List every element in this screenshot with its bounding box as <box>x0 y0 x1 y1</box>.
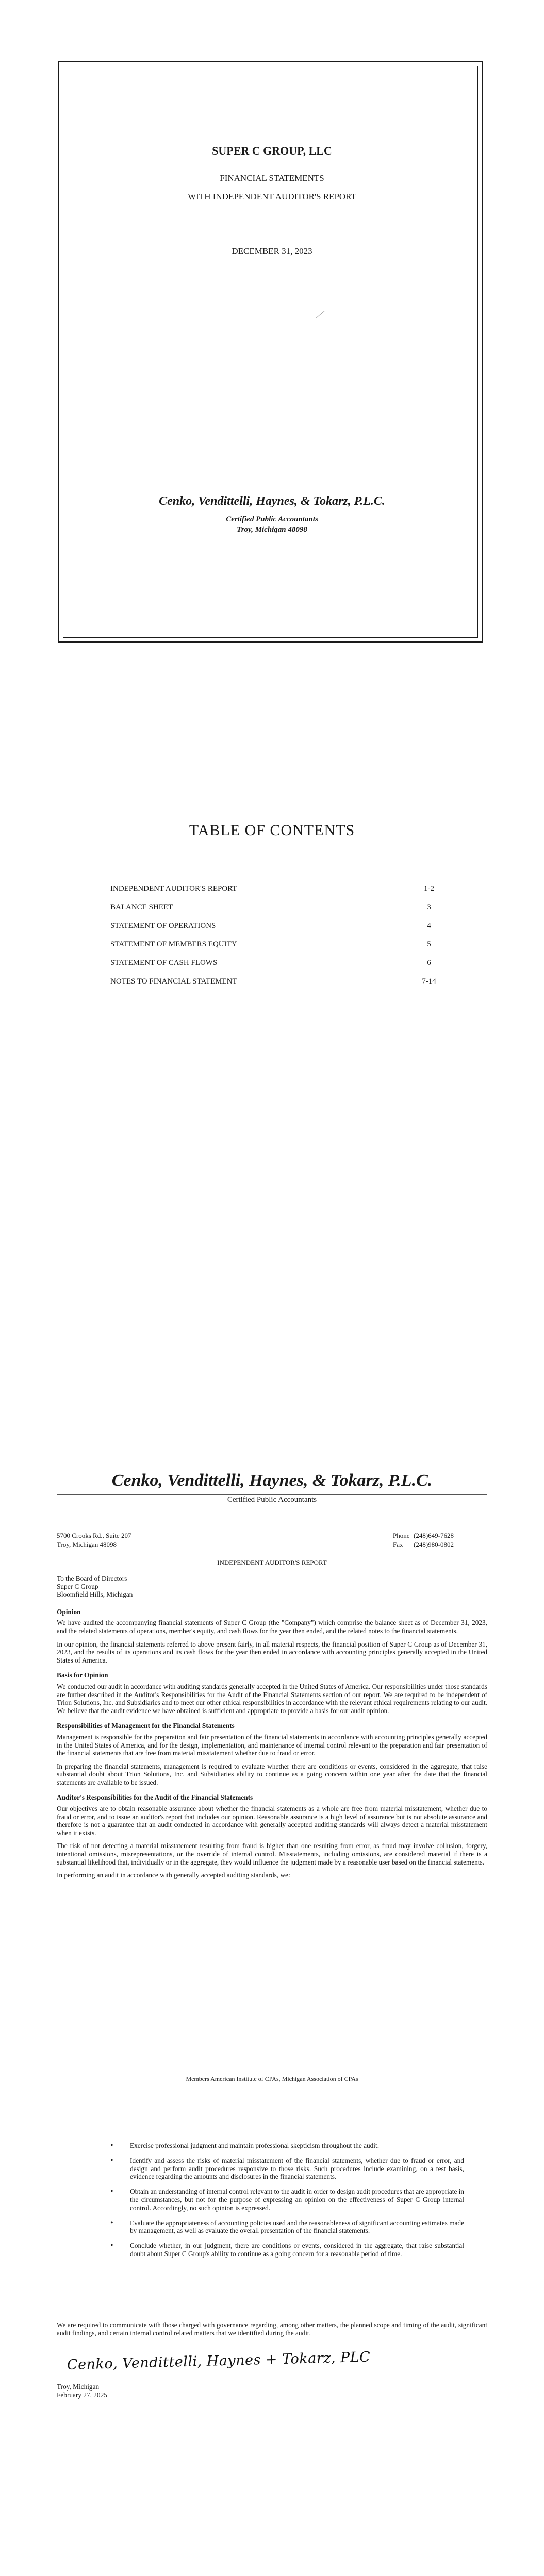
cover-firm-name: Cenko, Vendittelli, Haynes, & Tokarz, P.L.C. <box>159 495 385 508</box>
basis-heading: Basis for Opinion <box>57 1671 108 1680</box>
procedures-list <box>130 2142 464 2265</box>
list-item: • Exercise professional judgment and maintain professional skepticism throughout the audit. <box>130 2142 464 2150</box>
cover-cpa: Certified Public Accountants <box>226 515 318 523</box>
toc-item-label: STATEMENT OF MEMBERS EQUITY <box>110 940 237 948</box>
report-page-2 <box>0 2110 544 2576</box>
cover-page <box>0 0 544 703</box>
opinion-paragraph-1: We have audited the accompanying financial statements of Super C Group (the "Company") which comprise the balance sheet as of December 31, 2023, and the related statements of operations, member's equity, and cash flows for the year then ended, and the related notes to the financial statements. <box>57 1619 487 1635</box>
addressee-line-3: Bloomfield Hills, Michigan <box>57 1590 133 1599</box>
toc-item-page: 7-14 <box>422 977 436 986</box>
toc-item-page: 1-2 <box>424 885 434 893</box>
toc-item[interactable] <box>110 903 440 922</box>
signature-city: Troy, Michigan <box>57 2383 100 2391</box>
report-title: INDEPENDENT AUDITOR'S REPORT <box>217 1558 327 1566</box>
cover-subtitle-financial: FINANCIAL STATEMENTS <box>220 173 324 183</box>
toc-item-page: 6 <box>427 959 431 967</box>
report-body <box>57 1574 487 1885</box>
addressee <box>57 1574 487 1599</box>
signature-block <box>57 2383 107 2399</box>
toc-item-label: INDEPENDENT AUDITOR'S REPORT <box>110 885 237 893</box>
toc-item-page: 4 <box>427 922 431 930</box>
cover-company-name: SUPER C GROUP, LLC <box>212 144 332 157</box>
toc-item-label: STATEMENT OF OPERATIONS <box>110 922 216 930</box>
firm-contact <box>393 1531 454 1549</box>
management-paragraph-2: In preparing the financial statements, management is required to evaluate whether there are conditions or events, considered in the aggregate, that raise substantial doubt about Trion Solutions, Inc. and Subsidiaries ability to continue as a going concern within one year after the date that the financial statements are available to be issued. <box>57 1762 487 1786</box>
fax-number: (248)980-0802 <box>414 1540 454 1548</box>
report-page-1 <box>0 1406 544 2110</box>
toc-item-label: STATEMENT OF CASH FLOWS <box>110 959 218 967</box>
phone-label: Phone <box>393 1532 410 1539</box>
auditor-paragraph-3: In performing an audit in accordance with generally accepted auditing standards, we: <box>57 1871 290 1879</box>
letterhead-cpa: Certified Public Accountants <box>227 1496 317 1504</box>
opinion-paragraph-2: In our opinion, the financial statements referred to above present fairly, in all material respects, the financial position of Super C Group as of December 31, 2023, and the results of its operations and its cash flows for the year then ended in accordance with accounting principles generally accepted in the United States of America. <box>57 1640 487 1664</box>
page-footer: Members American Institute of CPAs, Michigan Association of CPAs <box>186 2075 358 2082</box>
management-paragraph-1: Management is responsible for the preparation and fair presentation of the financial statements in accordance with accounting principles generally accepted in the United States of America, and for the design, implementation, and maintenance of internal control relevant to the preparation and fair presentation of the financial statements that are free from material misstatement whether due to fraud or error. <box>57 1733 487 1757</box>
list-item: • Obtain an understanding of internal control relevant to the audit in order to design audit procedures that are appropriate in the circumstances, but not for the purpose of expressing an opinion on the effectiveness of Super C Group internal control. Accordingly, no such opinion is expressed. <box>130 2188 464 2212</box>
auditor-heading: Auditor's Responsibilities for the Audit of the Financial Statements <box>57 1793 253 1802</box>
toc-title: TABLE OF CONTENTS <box>189 822 355 839</box>
cover-city: Troy, Michigan 48098 <box>237 526 307 534</box>
toc-item-page: 3 <box>427 903 431 911</box>
addressee-line-1: To the Board of Directors <box>57 1574 127 1582</box>
letterhead-rule <box>57 1494 487 1495</box>
auditor-paragraph-2: The risk of not detecting a material misstatement resulting from fraud is higher than one resulting from error, as fraud may involve collusion, forgery, intentional omissions, misrepresentations, or the override of internal control. Misstatements, including omissions, are considered material if there is a substantial likelihood that, individually or in the aggregate, they would influence the judgment made by a reasonable user based on the financial statements. <box>57 1842 487 1866</box>
address-line-1: 5700 Crooks Rd., Suite 207 <box>57 1532 131 1539</box>
address-line-2: Troy, Michigan 48098 <box>57 1540 117 1548</box>
toc-item[interactable] <box>110 959 440 977</box>
toc-item[interactable] <box>110 885 440 903</box>
handwritten-signature: Cenko, Vendittelli, Haynes + Tokarz, PLC <box>67 2349 371 2373</box>
governance-paragraph: We are required to communicate with those charged with governance regarding, among other matters, the planned scope and timing of the audit, significant audit findings, and certain internal control related matters that we identified during the audit. <box>57 2321 487 2337</box>
toc-item-label: BALANCE SHEET <box>110 903 173 911</box>
signature-date: February 27, 2025 <box>57 2391 107 2399</box>
toc-item[interactable] <box>110 940 440 959</box>
management-heading: Responsibilities of Management for the Financial Statements <box>57 1722 235 1730</box>
opinion-heading: Opinion <box>57 1607 81 1616</box>
toc-item-page: 5 <box>427 940 431 948</box>
basis-paragraph: We conducted our audit in accordance with auditing standards generally accepted in the United States of America. Our responsibilities under those standards are further described in the Auditor's Responsibilities for the Audit of the Financial Statements section of our report. We are required to be independent of Trion Solutions, Inc. and Subsidiaries and to meet our other ethical responsibilities in accordance with the relevant ethical requirements relating to our audit. We believe that the audit evidence we have obtained is sufficient and appropriate to provide a basis for our audit opinion. <box>57 1682 487 1715</box>
list-item: • Conclude whether, in our judgment, there are conditions or events, considered in the aggregate, that raise substantial doubt about Super C Group's ability to continue as a going concern for a reasonable period of time. <box>130 2242 464 2258</box>
auditor-paragraph-1: Our objectives are to obtain reasonable assurance about whether the financial statements as a whole are free from material misstatement, whether due to fraud or error, and to issue an auditor's report that includes our opinion. Reasonable assurance is a high level of assurance but is not absolute assurance and therefore is not a guarantee that an audit conducted in accordance with generally accepted auditing standards will always detect a material misstatement when it exists. <box>57 1805 487 1837</box>
toc-list <box>110 885 440 996</box>
toc-item[interactable] <box>110 977 440 996</box>
firm-address <box>57 1531 131 1549</box>
addressee-line-2: Super C Group <box>57 1582 98 1590</box>
letterhead-firm-name: Cenko, Vendittelli, Haynes, & Tokarz, P.L.C. <box>111 1471 433 1490</box>
phone-number: (248)649-7628 <box>414 1532 454 1539</box>
cover-date: DECEMBER 31, 2023 <box>232 246 312 256</box>
list-item: • Identify and assess the risks of material misstatement of the financial statements, whether due to fraud or error, and design and perform audit procedures responsive to those risks. Such procedures include examining, on a test basis, evidence regarding the amounts and disclosures in the financial statements. <box>130 2157 464 2181</box>
toc-item-label: NOTES TO FINANCIAL STATEMENT <box>110 977 237 986</box>
fax-label: Fax <box>393 1540 403 1548</box>
list-item: • Evaluate the appropriateness of accounting policies used and the reasonableness of significant accounting estimates made by management, as well as evaluate the overall presentation of the financial statements. <box>130 2219 464 2235</box>
toc-item[interactable] <box>110 922 440 940</box>
cover-subtitle-report: WITH INDEPENDENT AUDITOR'S REPORT <box>188 192 356 201</box>
toc-page <box>0 703 544 1406</box>
